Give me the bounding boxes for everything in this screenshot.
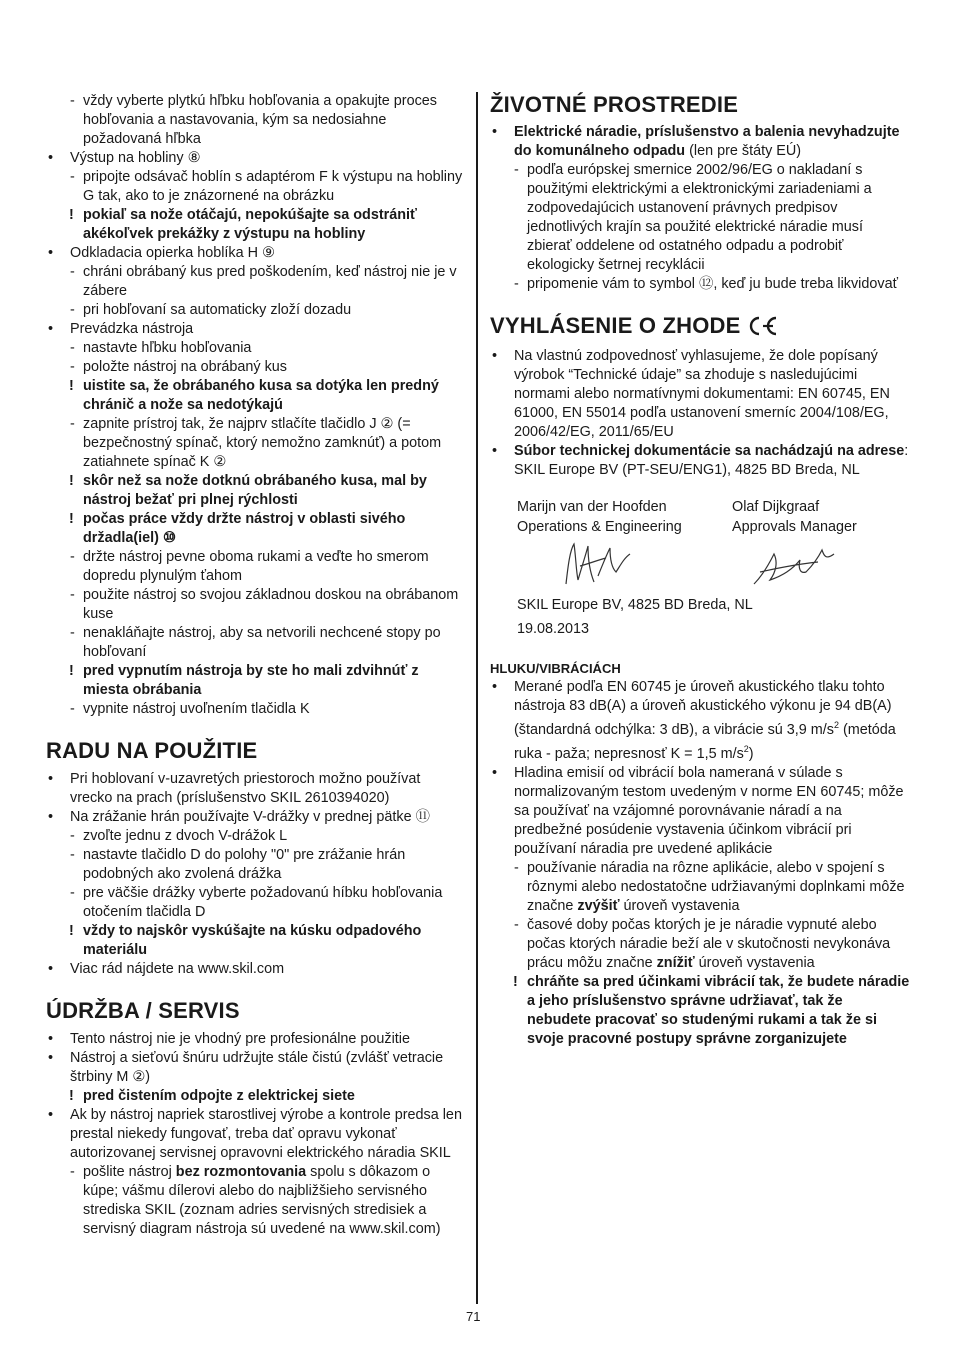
list-item: • Súbor technickej dokumentácie sa nachádzajú na adrese: SKIL Europe BV (PT-SEU/ENG1), 4825 BD Breda, NL bbox=[490, 442, 910, 480]
warning-item: ! počas práce vždy držte nástroj v oblasti sivého držadla(iel) ⑩ bbox=[46, 510, 466, 548]
list-item: - pripomenie vám to symbol ⑫, keď ju bude treba likvidovať bbox=[490, 275, 910, 294]
section-title-environment: ŽIVOTNÉ PROSTREDIE bbox=[490, 92, 739, 117]
warning-item: ! uistite sa, že obrábaného kusa sa dotýka len predný chránič a nože sa nedotýkajú bbox=[46, 377, 466, 415]
list-item: • Ak by nástroj napriek starostlivej výrobe a kontrole predsa len prestal niekedy fungovať, treba dať opravu vykonať autorizovanej servisnej opravovni elektrického náradia SKIL bbox=[46, 1106, 466, 1163]
declaration-date: 19.08.2013 bbox=[517, 621, 590, 637]
signatures bbox=[490, 536, 910, 596]
list-item: - pošlite nástroj bez rozmontovania spolu s dôkazom o kúpe; vášmu dílerovi alebo do najbližšieho servisného strediska SKIL (zoznam adries servisných stredisiek a servisný diagram nástroja sú uvedené na www.skil.com) bbox=[46, 1163, 466, 1239]
signature-2 bbox=[748, 536, 840, 592]
list-item: • Hladina emisií od vibrácií bola nameraná v súlade s normalizovaným testom uvedeným v norme EN 60745; môže sa používať na vzájomné porovnávanie náradí a na predbežné posúdenie vystavenia účinkom vibrácií pri používaní náradia pre uvedené aplikácie bbox=[490, 764, 910, 859]
list-item: • Odkladacia opierka hoblíka H ⑨ bbox=[46, 244, 466, 263]
signer-1-name: Marijn van der Hoofden bbox=[517, 499, 667, 515]
list-item: • Tento nástroj nie je vhodný pre profesionálne použitie bbox=[46, 1030, 466, 1049]
section-title-tips: RADU NA POUŽITIE bbox=[46, 738, 258, 763]
warning-item: ! vždy to najskôr vyskúšajte na kúsku odpadového materiálu bbox=[46, 922, 466, 960]
list-item: - podľa európskej smernice 2002/96/EG o nakladaní s použitými elektrickými a elektronickými zariadeniami a zodpovedajúcich ustanovení právnych predpisov jednotlivých krajín sa použité elektrické náradie musí zbierať oddelene od ostatného odpadu a podrobiť ekologicky šetrnej recyklácii bbox=[490, 161, 910, 275]
list-item: - zvoľte jednu z dvoch V-drážok L bbox=[46, 827, 466, 846]
list-item: - chráni obrábaný kus pred poškodením, keď nástroj nie je v zábere bbox=[46, 263, 466, 301]
list-item: - vždy vyberte plytkú hľbku hobľovania a opakujte proces hobľovania a nastavovania, kým sa nedosiahne požadovaná hľbka bbox=[46, 92, 466, 149]
list-item: • Prevádzka nástroja bbox=[46, 320, 466, 339]
list-item: - vypnite nástroj uvoľnením tlačidla K bbox=[46, 700, 466, 719]
ce-mark-icon bbox=[745, 316, 779, 336]
list-item: - pre väčšie drážky vyberte požadovanú híbku hobľovania otočením tlačidla D bbox=[46, 884, 466, 922]
column-divider bbox=[476, 92, 478, 1304]
list-item: - časové doby počas ktorých je je náradie vypnuté alebo počas ktorých náradie beží ale v skutočnosti nevykonáva prácu môžu značne znížiť úroveň vystavenia bbox=[490, 916, 910, 973]
company-address: SKIL Europe BV, 4825 BD Breda, NL bbox=[517, 597, 753, 613]
list-item: - nenakláňajte nástroj, aby sa netvorili nechcené stopy po hobľovaní bbox=[46, 624, 466, 662]
warning-item: ! chráňte sa pred účinkami vibrácií tak, že budete náradie a jeho príslušenstvo správne udržiavať, tak že nebudete pracovať so studenými rukami a tak že si svoje pracovné postupy správne zorganizujete bbox=[490, 973, 910, 1049]
list-item: - pripojte odsávač hoblín s adaptérom F k výstupu na hobliny G tak, ako to je znázornené na obrázku bbox=[46, 168, 466, 206]
warning-item: ! skôr než sa nože dotknú obrábaného kusa, mal by nástroj bežať pri plnej rýchlosti bbox=[46, 472, 466, 510]
right-column bbox=[490, 92, 910, 1049]
list-item: • Elektrické náradie, príslušenstvo a balenia nevyhadzujte do komunálneho odpadu (len pre štáty EÚ) bbox=[490, 123, 910, 161]
list-item: • Výstup na hobliny ⑧ bbox=[46, 149, 466, 168]
signer-2-name: Olaf Dijkgraaf bbox=[732, 499, 820, 515]
signers bbox=[490, 498, 910, 536]
section-title-conformity: VYHLÁSENIE O ZHODE bbox=[490, 313, 910, 339]
left-column bbox=[46, 92, 466, 1239]
page-number: 71 bbox=[466, 1309, 481, 1324]
warning-item: ! pred čistením odpojte z elektrickej siete bbox=[46, 1087, 466, 1106]
list-item: - položte nástroj na obrábaný kus bbox=[46, 358, 466, 377]
list-item: - použite nástroj so svojou základnou doskou na obrábanom kuse bbox=[46, 586, 466, 624]
list-item: - zapnite prístroj tak, že najprv stlačíte tlačidlo J ② (= bezpečnostný spínač, ktorý nemožno zamknúť) a potom zatiahnete spínač K ② bbox=[46, 415, 466, 472]
warning-item: ! pokiaľ sa nože otáčajú, nepokúšajte sa odstrániť akékoľvek prekážky z výstupu na hobliny bbox=[46, 206, 466, 244]
signature-1 bbox=[558, 536, 638, 592]
list-item: • Na zrážanie hrán používajte V-drážky v prednej pätke ⑪ bbox=[46, 808, 466, 827]
list-item: • Viac rád nájdete na www.skil.com bbox=[46, 960, 466, 979]
section-title-noise: HLUKU/VIBRÁCIÁCH bbox=[490, 661, 621, 676]
list-item: • Nástroj a sieťovú šnúru udržujte stále čistú (zvlášť vetracie štrbiny M ②) bbox=[46, 1049, 466, 1087]
list-item: • Pri hoblovaní v-uzavretých priestoroch možno používat vrecko na prach (príslušenstvo SKIL 2610394020) bbox=[46, 770, 466, 808]
list-item: • Na vlastnú zodpovednosť vyhlasujeme, že dole popísaný výrobok “Technické údaje” sa zhoduje s nasledujúcimi normami alebo normatívnymi dokumentami: EN 60745, EN 61000, EN 55014 podľa ustanovení smerníc 2004/108/EG, 2006/42/EG, 2011/65/EU bbox=[490, 347, 910, 442]
list-item: - pri hobľovaní sa automaticky zloží dozadu bbox=[46, 301, 466, 320]
list-item: - držte nástroj pevne oboma rukami a veďte ho smerom dopredu plynulým ťahom bbox=[46, 548, 466, 586]
list-item: - nastavte hľbku hobľovania bbox=[46, 339, 466, 358]
section-title-service: ÚDRŽBA / SERVIS bbox=[46, 998, 240, 1023]
warning-item: ! pred vypnutím nástroja by ste ho mali zdvihnúť z miesta obrábania bbox=[46, 662, 466, 700]
list-item: - nastavte tlačidlo D do polohy "0" pre zrážanie hrán podobných ako zvolená drážka bbox=[46, 846, 466, 884]
list-item: • Merané podľa EN 60745 je úroveň akustického tlaku tohto nástroja 83 dB(A) a úroveň akustického výkonu je 94 dB(A) (štandardná odchýlka: 3 dB), a vibrácie sú 3,9 $m/s^2$ (metóda ruka - paža; nepresnosť K = 1,5 $m/s^2$) bbox=[490, 678, 910, 764]
list-item: - používanie náradia na rôzne aplikácie, alebo v spojení s rôznymi alebo nedostatočne udržiavanými doplnkami môže značne zvýšiť úroveň vystavenia bbox=[490, 859, 910, 916]
signer-2-role: Approvals Manager bbox=[732, 519, 857, 535]
signer-1-role: Operations & Engineering bbox=[517, 519, 682, 535]
